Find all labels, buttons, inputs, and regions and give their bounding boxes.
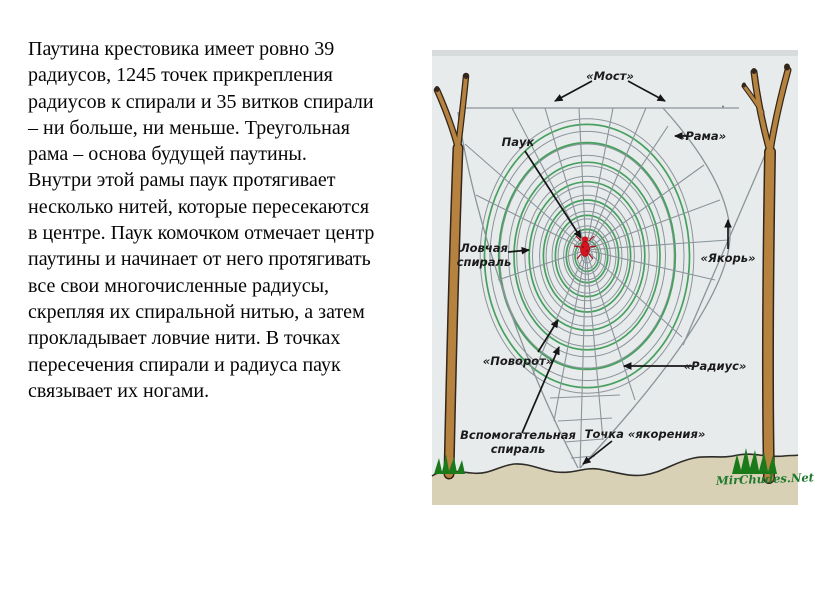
paragraph-line: все свои многочисленные радиусы, — [28, 274, 330, 297]
anchor-thread — [683, 148, 768, 345]
bridge-dot — [722, 106, 724, 108]
paragraph-line: пересечения спирали и радиуса паук — [28, 353, 341, 376]
paragraph-line: – ни больше, ни меньше. Треугольная — [28, 116, 350, 139]
left-tree — [435, 73, 469, 474]
right-tree — [742, 64, 790, 479]
paragraph-line: паутины и начинает от него протягивать — [28, 248, 371, 271]
bridge-label: «Мост» — [586, 68, 634, 83]
spider-label: Паук — [501, 134, 535, 149]
paragraph-line: радиусов к спирали и 35 витков спирали — [28, 90, 374, 113]
auxiliary-spiral-arrow — [522, 347, 559, 433]
frame-label: «Рама» — [677, 128, 727, 143]
paragraph-line: связывает их ногами. — [28, 379, 210, 402]
radius-label: «Радиус» — [683, 358, 747, 373]
radial-threads — [465, 108, 728, 468]
bridge-arrow-left — [555, 81, 592, 101]
scan-band — [432, 50, 798, 56]
watermark: MirChudes.Net — [715, 470, 814, 488]
paragraph-line: в центре. Паук комочком отмечает центр — [28, 222, 375, 245]
paragraph-line: Паутина крестовика имеет ровно 39 — [28, 38, 335, 60]
paragraph-line: Внутри этой рамы паук протягивает — [28, 169, 336, 192]
spider-web — [458, 106, 768, 469]
anchoring-point-label: Точка «якорения» — [584, 426, 706, 441]
lower-mesh — [550, 395, 620, 458]
paragraph-line: рама – основа будущей паутины. — [28, 143, 307, 166]
auxiliary-spiral-label: Вспомогательная спираль — [460, 427, 576, 456]
anchoring-point-arrow — [583, 441, 612, 464]
bridge-arrow-right — [628, 81, 665, 101]
spider-web-illustration — [432, 50, 798, 505]
paragraph-line: скрепляя их спиральной нитью, а затем — [28, 300, 365, 323]
anchor-label: «Якорь» — [700, 250, 756, 265]
paragraph-line: прокладывает ловчие нити. В точках — [28, 327, 341, 350]
paragraph-line: несколько нитей, которые пересекаются — [28, 195, 370, 218]
catching-spiral-arrow — [508, 250, 529, 252]
catching-spiral-label: Ловчая спираль — [456, 240, 512, 269]
body-text — [28, 36, 436, 404]
paragraph-line: радиусов, 1245 точек прикрепления — [28, 64, 333, 87]
turn-label: «Поворот» — [482, 353, 554, 368]
spider-web-diagram — [432, 50, 814, 505]
